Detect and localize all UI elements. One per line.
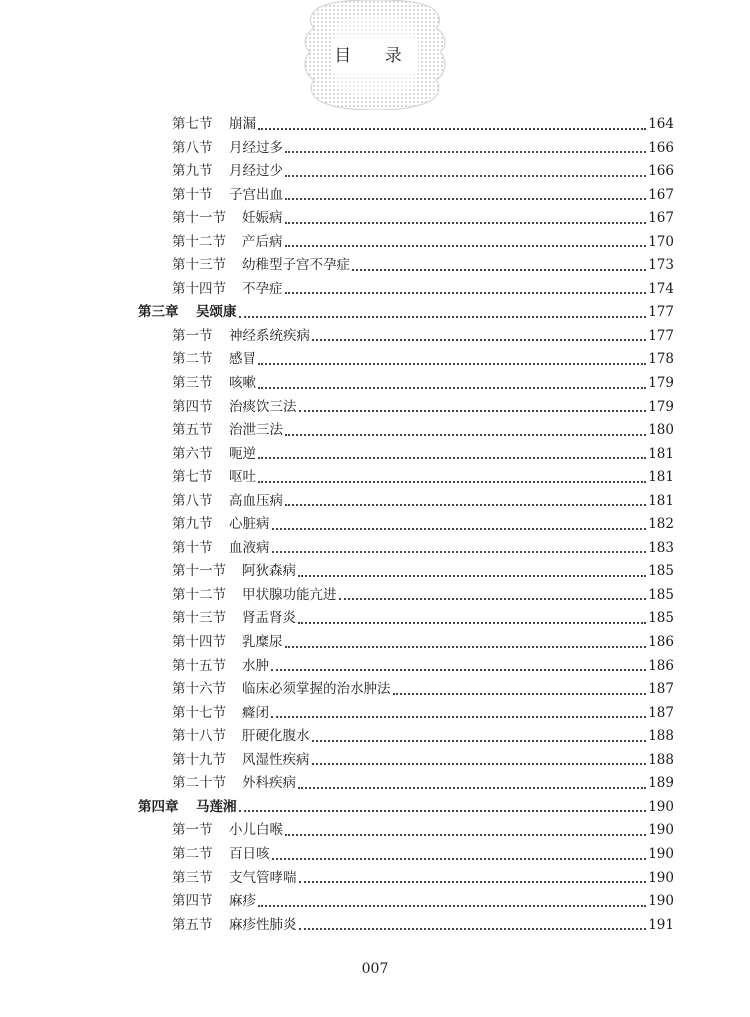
table-of-contents (138, 113, 674, 937)
chapter-title: 马莲湘 (196, 798, 237, 815)
section-number: 第十二节 (172, 586, 226, 603)
section-number: 第九节 (172, 516, 213, 533)
section-title: 麻疹 (229, 893, 256, 910)
dot-leader (258, 387, 646, 389)
section-title: 高血压病 (229, 492, 283, 509)
section-number: 第三节 (172, 869, 213, 886)
section-number: 第五节 (172, 422, 213, 439)
toc-row[interactable] (138, 137, 674, 161)
section-number: 第八节 (172, 492, 213, 509)
section-number: 第十三节 (172, 610, 226, 627)
dot-leader (285, 151, 646, 153)
toc-row[interactable] (138, 772, 674, 796)
page-number: 190 (648, 893, 674, 910)
toc-row[interactable] (138, 184, 674, 208)
dot-leader (312, 339, 646, 341)
toc-row[interactable] (138, 443, 674, 467)
page-number: 166 (648, 139, 674, 156)
section-title: 产后病 (242, 233, 283, 250)
dot-leader (272, 528, 647, 530)
section-title: 麻疹性肺炎 (229, 916, 297, 933)
section-title: 水肿 (242, 657, 269, 674)
dot-leader (272, 858, 647, 860)
section-title: 血液病 (229, 539, 270, 556)
toc-row[interactable] (138, 749, 674, 773)
page-number: 179 (648, 398, 674, 415)
section-number: 第九节 (172, 163, 213, 180)
section-title: 肾盂肾炎 (242, 610, 296, 627)
toc-row[interactable] (138, 537, 674, 561)
section-title: 风湿性疾病 (242, 751, 310, 768)
dot-leader (285, 292, 647, 294)
dot-leader (312, 740, 647, 742)
section-title: 感冒 (229, 351, 256, 368)
toc-row[interactable] (138, 914, 674, 938)
section-number: 第八节 (172, 139, 213, 156)
section-title: 癃闭 (242, 704, 269, 721)
dot-leader (271, 669, 646, 671)
section-title: 月经过少 (229, 163, 283, 180)
toc-row[interactable] (138, 325, 674, 349)
dot-leader (239, 316, 647, 318)
section-number: 第七节 (172, 469, 213, 486)
section-number: 第七节 (172, 116, 213, 132)
toc-row[interactable] (138, 513, 674, 537)
dot-leader (285, 222, 647, 224)
dot-leader (258, 481, 646, 483)
dot-leader (298, 787, 646, 789)
toc-row[interactable] (138, 867, 674, 891)
toc-row[interactable] (138, 655, 674, 679)
toc-row[interactable] (138, 725, 674, 749)
section-number: 第三节 (172, 375, 213, 392)
dot-leader (352, 269, 646, 271)
dot-leader (285, 175, 646, 177)
toc-row[interactable] (138, 702, 674, 726)
toc-row[interactable] (138, 607, 674, 631)
page-number: 167 (648, 210, 674, 227)
section-title: 百日咳 (229, 845, 270, 862)
page-number: 183 (648, 539, 674, 556)
section-number: 第二节 (172, 351, 213, 368)
dot-leader (258, 363, 646, 365)
section-title: 妊娠病 (242, 210, 283, 227)
toc-chapter-row[interactable] (138, 301, 674, 325)
page-number: 179 (648, 375, 674, 392)
section-title: 肝硬化腹水 (242, 728, 310, 745)
page-number: 186 (648, 634, 674, 651)
page-number: 180 (648, 422, 674, 439)
dot-leader (285, 198, 646, 200)
section-title: 心脏病 (229, 516, 270, 533)
toc-row[interactable] (138, 419, 674, 443)
toc-row[interactable] (138, 254, 674, 278)
page-number: 191 (648, 916, 674, 933)
page-number: 187 (648, 681, 674, 698)
chapter-title: 吴颂康 (196, 304, 237, 321)
dot-leader (272, 551, 647, 553)
section-number: 第十五节 (172, 657, 226, 674)
section-title: 临床必须掌握的治水肿法 (242, 681, 391, 698)
page-number: 181 (648, 445, 674, 462)
toc-row[interactable] (138, 396, 674, 420)
page-number: 187 (648, 704, 674, 721)
toc-row[interactable] (138, 231, 674, 255)
section-number: 第十三节 (172, 257, 226, 274)
page-number: 188 (648, 728, 674, 745)
section-title: 月经过多 (229, 139, 283, 156)
section-number: 第十八节 (172, 728, 226, 745)
dot-leader (285, 646, 647, 648)
section-number: 第十九节 (172, 751, 226, 768)
toc-chapter-row[interactable] (138, 796, 674, 820)
dot-leader (299, 410, 647, 412)
page-number: 173 (648, 257, 674, 274)
section-title: 治痰饮三法 (229, 398, 297, 415)
section-title: 乳糜尿 (242, 634, 283, 651)
section-title: 神经系统疾病 (229, 327, 310, 344)
toc-row[interactable] (138, 490, 674, 514)
section-title: 呕吐 (229, 469, 256, 486)
section-title: 呃逆 (229, 445, 256, 462)
dot-leader (239, 810, 647, 812)
section-number: 第四节 (172, 893, 213, 910)
section-number: 第二十节 (172, 775, 226, 792)
chapter-number: 第三章 (138, 304, 179, 321)
page-number: 189 (648, 775, 674, 792)
page-number: 185 (648, 610, 674, 627)
toc-row[interactable] (138, 466, 674, 490)
section-number: 第四节 (172, 398, 213, 415)
section-number: 第一节 (172, 327, 213, 344)
section-title: 甲状腺功能亢进 (242, 586, 337, 603)
section-number: 第一节 (172, 822, 213, 839)
toc-row[interactable] (138, 584, 674, 608)
dot-leader (312, 763, 647, 765)
section-title: 阿狄森病 (242, 563, 296, 580)
page-number: 174 (648, 280, 674, 297)
page-number: 181 (648, 492, 674, 509)
toc-row[interactable] (138, 160, 674, 184)
section-title: 咳嗽 (229, 375, 256, 392)
page-number: 182 (648, 516, 674, 533)
section-title: 崩漏 (229, 116, 256, 132)
page-number: 185 (648, 563, 674, 580)
page-number: 190 (648, 822, 674, 839)
section-title: 支气管哮喘 (229, 869, 297, 886)
page-number: 181 (648, 469, 674, 486)
page-number: 166 (648, 163, 674, 180)
toc-row[interactable] (138, 631, 674, 655)
section-number: 第二节 (172, 845, 213, 862)
dot-leader (285, 504, 646, 506)
section-title: 小儿白喉 (229, 822, 283, 839)
section-number: 第六节 (172, 445, 213, 462)
page-number: 190 (648, 869, 674, 886)
page-number: 167 (648, 186, 674, 203)
section-number: 第十节 (172, 539, 213, 556)
page-number: 190 (648, 798, 674, 815)
section-number: 第十四节 (172, 280, 226, 297)
page-header (0, 0, 750, 110)
dot-leader (298, 575, 646, 577)
dot-leader (271, 716, 646, 718)
toc-row[interactable] (138, 372, 674, 396)
section-number: 第十节 (172, 186, 213, 203)
dot-leader (258, 457, 646, 459)
page-number: 185 (648, 586, 674, 603)
toc-row[interactable] (138, 113, 674, 137)
section-title: 幼稚型子宫不孕症 (242, 257, 350, 274)
section-number: 第十七节 (172, 704, 226, 721)
section-number: 第五节 (172, 916, 213, 933)
dot-leader (285, 245, 647, 247)
toc-row[interactable] (138, 843, 674, 867)
page-number: 186 (648, 657, 674, 674)
chapter-number: 第四章 (138, 798, 179, 815)
dot-leader (339, 598, 647, 600)
section-number: 第十一节 (172, 210, 226, 227)
dot-leader (299, 928, 647, 930)
page-number: 190 (648, 845, 674, 862)
toc-row[interactable] (138, 819, 674, 843)
dot-leader (285, 834, 646, 836)
toc-row[interactable] (138, 348, 674, 372)
toc-row[interactable] (138, 560, 674, 584)
page-number: 188 (648, 751, 674, 768)
toc-row[interactable] (138, 890, 674, 914)
dot-leader (258, 128, 646, 130)
section-title: 治泄三法 (229, 422, 283, 439)
section-number: 第十二节 (172, 233, 226, 250)
section-title: 子宫出血 (229, 186, 283, 203)
section-number: 第十一节 (172, 563, 226, 580)
page-number: 177 (648, 327, 674, 344)
page-number: 178 (648, 351, 674, 368)
page-footer-number: 007 (361, 961, 389, 977)
page-number: 170 (648, 233, 674, 250)
toc-row[interactable] (138, 678, 674, 702)
section-title: 不孕症 (242, 280, 283, 297)
section-number: 第十六节 (172, 681, 226, 698)
dot-leader (299, 881, 647, 883)
page-number: 177 (648, 304, 674, 321)
dot-leader (393, 693, 647, 695)
page-number: 164 (648, 116, 674, 132)
dot-leader (258, 905, 646, 907)
dot-leader (285, 434, 646, 436)
toc-row[interactable] (138, 207, 674, 231)
dot-leader (298, 622, 646, 624)
page-title: 目 录 (334, 46, 416, 66)
toc-row[interactable] (138, 278, 674, 302)
section-title: 外科疾病 (242, 775, 296, 792)
section-number: 第十四节 (172, 634, 226, 651)
